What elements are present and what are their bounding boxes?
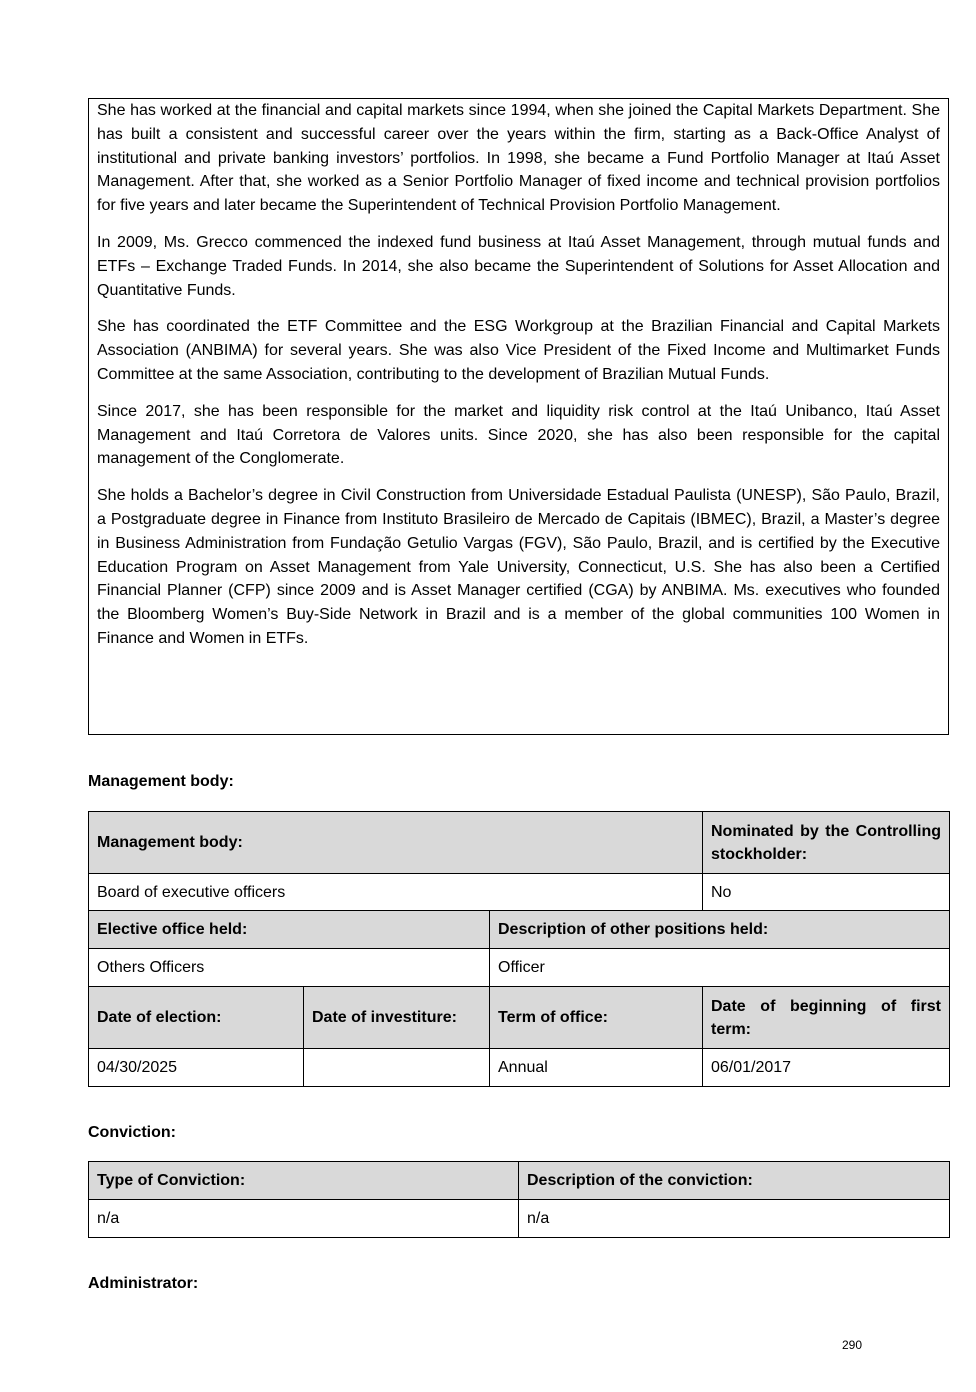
page-number: 290 xyxy=(842,1338,863,1352)
investiture-date-value xyxy=(304,1049,490,1087)
bio-paragraph-2: In 2009, Ms. Grecco commenced the indexed fund business at Itaú Asset Management, through mutual funds and ETFs – Exchange Traded Funds. In 2014, she also became the Superintendent of Solutions for Asset Allocation and Quantitative Funds. xyxy=(97,233,940,299)
administrator-heading: Administrator: xyxy=(88,1275,199,1292)
term-header: Term of office: xyxy=(490,987,703,1049)
first-term-header: Date of beginning of first term: xyxy=(703,987,950,1049)
election-date-header: Date of election: xyxy=(89,987,304,1049)
election-date-value: 04/30/2025 xyxy=(89,1049,304,1087)
dates-table xyxy=(88,986,950,1087)
other-positions-header: Description of other positions held: xyxy=(490,911,950,949)
bio-paragraph-1: She has worked at the financial and capital markets since 1994, when she joined the Capital Markets Department. She has built a consistent and successful career over the years within the firm, starting as a Back-Office Analyst of institutional and private banking investors’ portfolios. In 1998, she became a Fund Portfolio Manager at Itaú Asset Management. After that, she worked as a Senior Portfolio Manager of fixed income and technical provision portfolios for five years and later became the Superintendent of Technical Provision Portfolio Management. xyxy=(97,102,940,215)
conviction-description-header: Description of the conviction: xyxy=(519,1162,950,1200)
conviction-heading: Conviction: xyxy=(88,1124,176,1141)
conviction-type-header: Type of Conviction: xyxy=(89,1162,519,1200)
management-body-value: Board of executive officers xyxy=(89,874,703,912)
management-table xyxy=(88,811,950,912)
management-body-header: Management body: xyxy=(89,812,703,874)
elective-office-value: Others Officers xyxy=(89,949,490,987)
conviction-table xyxy=(88,1161,950,1238)
nominated-value: No xyxy=(703,874,950,912)
conviction-description-value: n/a xyxy=(519,1200,950,1238)
other-positions-value: Officer xyxy=(490,949,950,987)
elective-office-header: Elective office held: xyxy=(89,911,490,949)
term-value: Annual xyxy=(490,1049,703,1087)
management-heading: Management body: xyxy=(88,773,234,790)
conviction-type-value: n/a xyxy=(89,1200,519,1238)
elective-office-table xyxy=(88,910,950,987)
first-term-value: 06/01/2017 xyxy=(703,1049,950,1087)
bio-paragraph-4: Since 2017, she has been responsible for the market and liquidity risk control at the Itaú Unibanco, Itaú Asset Management and Itaú Corretora de Valores units. Since 2020, she has also been responsible for the capital management of the Conglomerate. xyxy=(97,402,940,468)
biography-box xyxy=(88,98,949,735)
bio-paragraph-5: She holds a Bachelor’s degree in Civil Construction from Universidade Estadual Paulista (UNESP), São Paulo, Brazil, a Postgraduate degree in Finance from Instituto Brasileiro de Mercado de Capitais (IBMEC), Brazil, a Master’s degree in Business Administration from Fundação Getulio Vargas (FGV), São Paulo, Brazil, and is certified by the Executive Education Program on Asset Management from Yale University, Connecticut, U.S. She has also been a Certified Financial Planner (CFP) since 2009 and is Asset Manager certified (CGA) by ANBIMA. Ms. executives who founded the Bloomberg Women’s Buy-Side Network in Brazil and is a member of the global communities 100 Women in Finance and Women in ETFs. xyxy=(97,487,940,647)
bio-paragraph-3: She has coordinated the ETF Committee and the ESG Workgroup at the Brazilian Financial and Capital Markets Association (ANBIMA) for several years. She was also Vice President of the Fixed Income and Multimarket Funds Committee at the same Association, contributing to the development of Brazilian Mutual Funds. xyxy=(97,318,940,383)
nominated-header: Nominated by the Controlling stockholder: xyxy=(703,812,950,874)
investiture-date-header: Date of investiture: xyxy=(304,987,490,1049)
